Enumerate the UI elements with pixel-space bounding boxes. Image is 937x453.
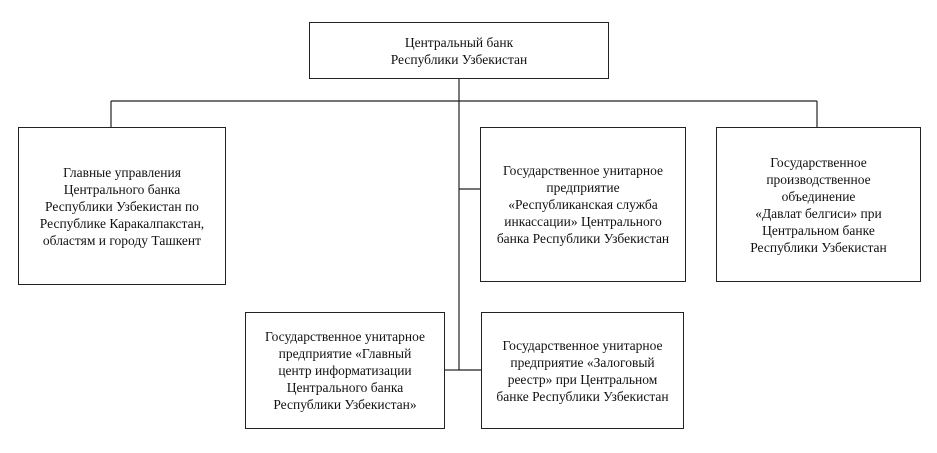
central-bank-box: [309, 22, 609, 79]
informatization-center-box: [245, 312, 445, 429]
collateral-registry-label: Государственное унитарное предприятие «Залоговый реестр» при Центральном банке Республики Узбекистан: [496, 337, 669, 404]
main-departments-label: Главные управления Центрального банка Республики Узбекистан по Республике Каракалпакстан, областям и городу Ташкент: [39, 164, 205, 248]
davlat-belgisi-label: Государственное производственное объединение «Давлат белгиси» при Центральном банке Республики Узбекистан: [750, 154, 887, 255]
informatization-center-label: Государственное унитарное предприятие «Главный центр информатизации Центрального банка Республики Узбекистан»: [264, 329, 426, 412]
central-bank-label: Центральный банк Республики Узбекистан: [390, 34, 528, 67]
collection-service-box: [480, 127, 686, 282]
collateral-registry-box: [481, 312, 684, 429]
collection-service-label: Государственное унитарное предприятие «Республиканская служба инкассации» Центрального банка Республики Узбекистан: [496, 163, 670, 246]
davlat-belgisi-box: [716, 127, 921, 282]
main-departments-box: [18, 127, 226, 285]
